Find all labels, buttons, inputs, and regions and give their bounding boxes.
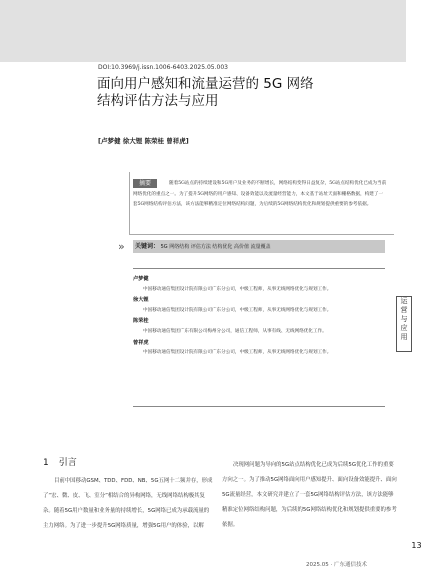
bio-item (133, 274, 387, 295)
bio-item (133, 295, 387, 316)
bio-name: 陈荣桂 (133, 318, 149, 325)
body-column-right: 决现网问题为导向的5G站点结构优化已成为后续5G优化工作的重要方向之一。为了推动5G网络面向用户感知提升、面向设备效能提升、面向5G流量经营，本文研究并建立了一套5G网络结构评估方法，该方法能够精准定位网络结构问题，为后续的5G网络结构优化和规划提供重要的参考依据。 (222, 462, 397, 528)
section-number: 1 (43, 458, 49, 468)
top-banner (0, 0, 427, 62)
body-column-left: 目前中国移动GSM、TDD、FDD、NB、5G五网十二频并存，形成了“宏、微、皮、飞、室分”相结合的异构网络，无线网络结构极其复杂。随着5G用户数量和业务量的持续增长，5G网络已成为承载流量的主力网络。为了进一步提升5G网络质量，增强5G用户的体验，以解 (43, 478, 213, 529)
keywords-text: 5G 网络结构 评估方法 结构优化 高价值 流量覆盖 (160, 244, 271, 250)
abstract-text: 随着5G站点的持续建设和5G用户及业务的不断增长，网络结构变得日益复杂，5G站点结构优化已成为当前网络优化的重点之一。为了提升5G网络的用户感知、设备效能以及流量经营能力，本文基于站址天面和栅格数据，构建了一套5G网络结构评估方法，该方法能够精准定位网络结构问题，为后续的5G网络结构优化和规划提供重要的参考依据。 (133, 181, 387, 208)
author-bios (133, 274, 387, 359)
bio-item (133, 338, 387, 359)
bio-desc: 中国移动通信集团设计院有限公司广东分公司，中级工程师，从事无线网络优化与规划工作。 (143, 286, 332, 292)
journal-footer: 2025.05 · 广东通信技术 (306, 562, 367, 568)
abstract-label: 摘要 (133, 179, 157, 188)
title-line-1: 面向用户感知和流量运营的 5G 网络 (97, 76, 314, 92)
page-number: 13 (406, 539, 427, 553)
side-tab-char: 运 (400, 297, 408, 305)
double-chevron-icon: » (118, 240, 125, 253)
title-line-2: 结构评估方法与应用 (97, 93, 219, 109)
bio-name: 徐大锂 (133, 297, 149, 304)
authors: [卢梦健 徐大锂 陈荣桂 曾祥虎] (98, 137, 189, 145)
bio-name: 曾祥虎 (133, 339, 149, 346)
bio-desc: 中国移动通信集团设计院有限公司广东分公司，中级工程师，从事无线网络优化与规划工作。 (143, 307, 332, 313)
section-heading (43, 455, 77, 468)
section-side-tab (396, 296, 412, 352)
page-title (97, 76, 397, 110)
side-tab-char: 应 (400, 324, 408, 332)
keywords-bar (133, 240, 385, 253)
bio-bottom-rule (133, 406, 385, 407)
bio-desc: 中国移动通信集团设计院有限公司广东分公司，中级工程师，从事无线网络优化与规划工作。 (143, 350, 332, 356)
keywords-label: 关键词： (135, 243, 160, 250)
side-tab-char: 营 (400, 306, 408, 314)
bio-top-rule (133, 268, 385, 269)
section-title: 引言 (58, 458, 77, 468)
side-tab-char: 与 (400, 315, 408, 323)
bio-item (133, 316, 387, 337)
top-banner-margin (406, 0, 427, 62)
doi: DOI:10.3969/j.issn.1006-6403.2025.05.003 (98, 64, 228, 71)
side-tab-char: 用 (400, 333, 408, 341)
bio-desc: 中国移动通信集团广东有限公司梅州分公司，通信工程师，从事有线、无线网络优化工作。 (143, 328, 327, 334)
bio-name: 卢梦健 (133, 276, 149, 282)
